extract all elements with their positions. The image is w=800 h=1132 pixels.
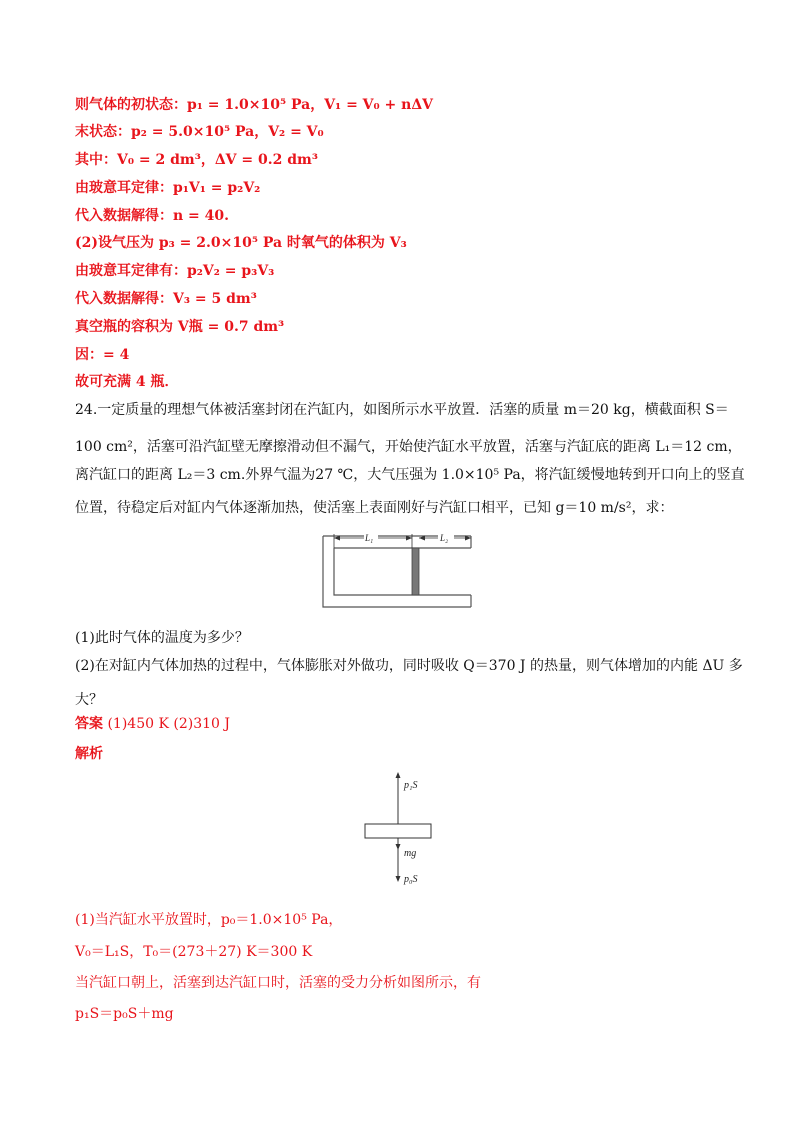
piston [412, 548, 419, 595]
solution-line-5: 代入数据解得：n = 40. [75, 208, 230, 224]
analysis-line-1: (1)当汽缸水平放置时，p₀＝1.0×10⁵ Pa， [75, 912, 343, 928]
analysis-line-3: 当汽缸口朝上，活塞到达汽缸口时，活塞的受力分析如图所示，有 [75, 975, 481, 991]
analysis-line-4: p₁S＝p₀S＋mg [75, 1006, 174, 1022]
problem-line-4: 位置，待稳定后对缸内气体逐渐加热，使活塞上表面刚好与汽缸口相平，已知 g＝10 m/s²，求： [75, 500, 674, 516]
piston-plate [365, 824, 431, 838]
answer-text: (1)450 K (2)310 J [103, 716, 230, 732]
question-1: (1)此时气体的温度为多少？ [75, 630, 249, 646]
answer-label: 答案 [75, 716, 103, 732]
label-L1: L₁ [365, 533, 374, 543]
force-down-p0s-label: p₀S [404, 874, 418, 885]
problem-line-2: 100 cm²，活塞可沿汽缸壁无摩擦滑动但不漏气，开始使汽缸水平放置，活塞与汽缸底的距离 L₁＝12 cm， [75, 439, 742, 455]
solution-line-8: 代入数据解得：V₃ = 5 dm³ [75, 291, 257, 307]
solution-line-4: 由玻意耳定律：p₁V₁ = p₂V₂ [75, 180, 261, 196]
question-2-line-2: 大？ [75, 692, 103, 708]
force-down-mg-label: mg [404, 848, 417, 859]
problem-line-1: 24.一定质量的理想气体被活塞封闭在汽缸内，如图所示水平放置．活塞的质量 m＝20 kg，横截面积 S＝ [75, 402, 729, 418]
answer-line [75, 714, 230, 734]
solution-line-6: (2)设气压为 p₃ = 2.0×10⁵ Pa 时氧气的体积为 V₃ [75, 235, 407, 251]
solution-line-10: 因：= 4 [75, 347, 130, 363]
force-diagram [360, 770, 470, 886]
label-L2: L₂ [440, 533, 449, 543]
question-2-line-1: (2)在对缸内气体加热的过程中，气体膨胀对外做功，同时吸收 Q＝370 J 的热量，则气体增加的内能 ΔU 多 [75, 658, 743, 674]
solution-line-11: 故可充满 4 瓶． [75, 374, 179, 390]
analysis-line-2: V₀＝L₁S，T₀＝(273＋27) K＝300 K [75, 944, 313, 960]
solution-line-2: 末状态：p₂ = 5.0×10⁵ Pa，V₂ = V₀ [75, 124, 324, 140]
solution-line-1: 则气体的初状态：p₁ = 1.0×10⁵ Pa，V₁ = V₀ + nΔV [75, 97, 434, 113]
force-up-label: p₁S [404, 780, 418, 791]
solution-line-9: 真空瓶的容积为 V瓶 = 0.7 dm³ [75, 319, 285, 335]
problem-line-3: 离汽缸口的距离 L₂＝3 cm.外界气温为27 ℃，大气压强为 1.0×10⁵ Pa，将汽缸缓慢地转到开口向上的竖直 [75, 467, 745, 483]
cylinder-figure [320, 528, 480, 612]
analysis-label: 解析 [75, 746, 103, 762]
solution-line-7: 由玻意耳定律有：p₂V₂ = p₃V₃ [75, 263, 275, 279]
solution-line-3: 其中：V₀ = 2 dm³，ΔV = 0.2 dm³ [75, 152, 318, 168]
